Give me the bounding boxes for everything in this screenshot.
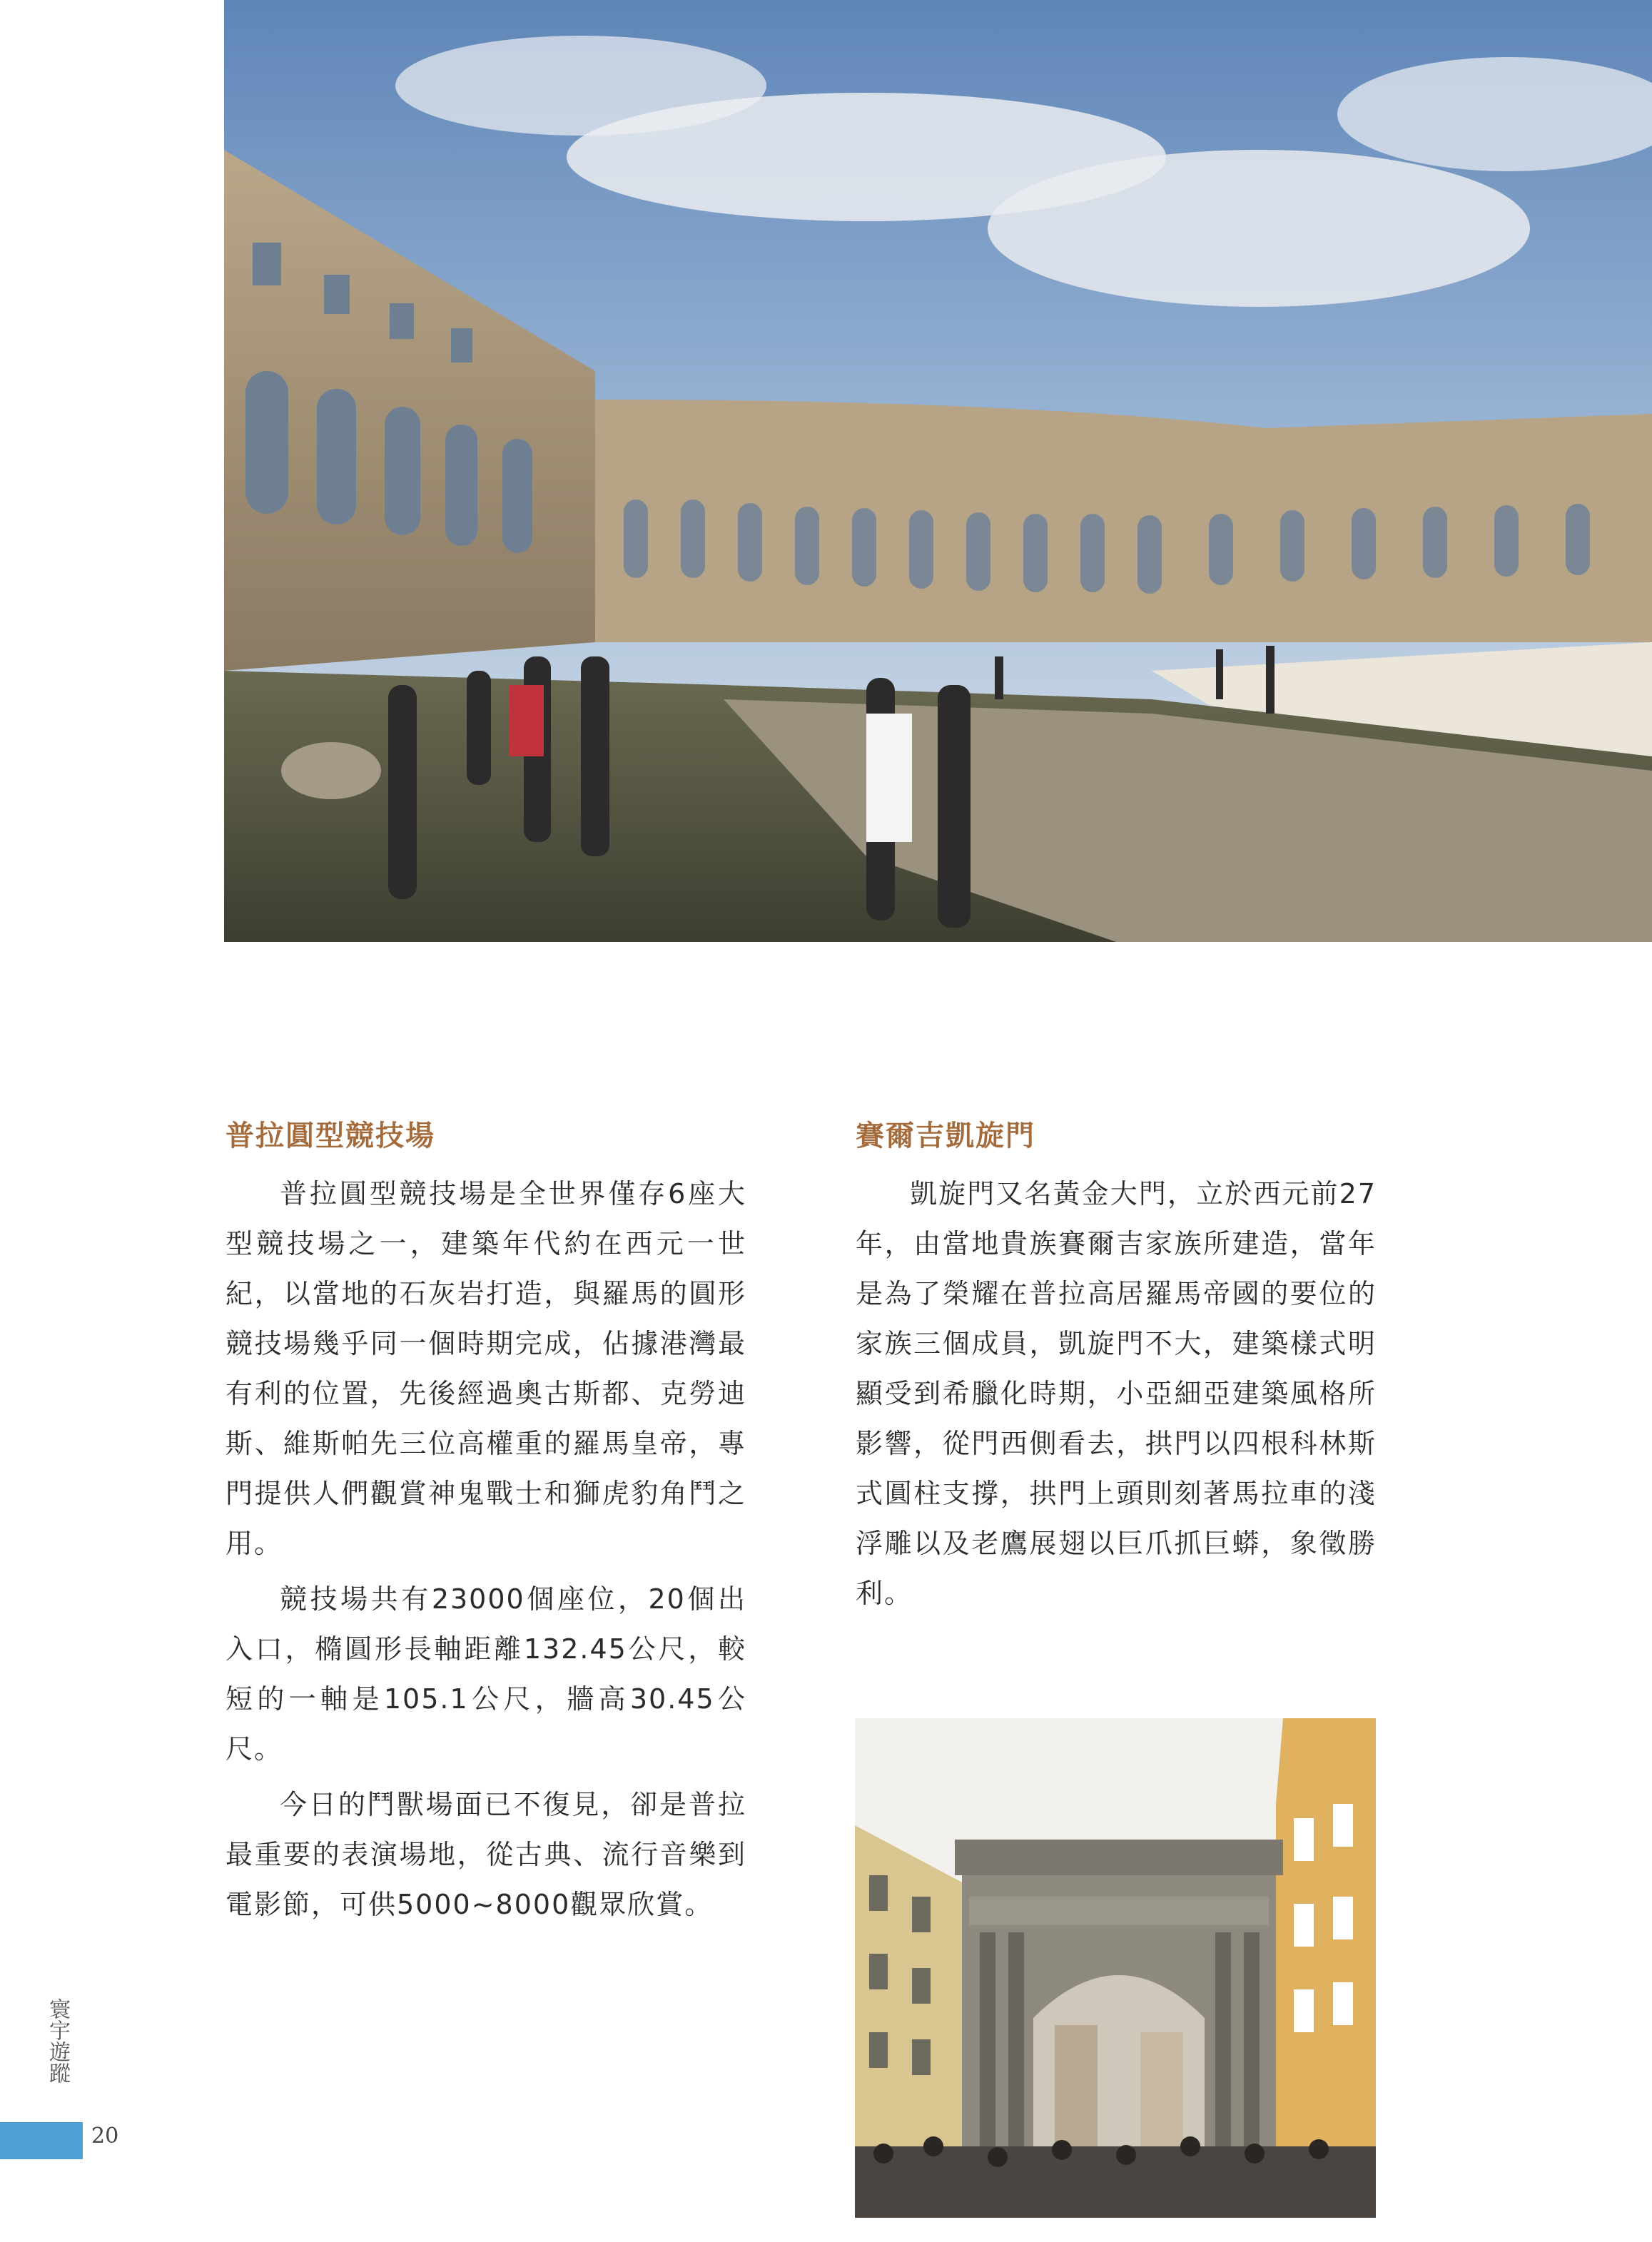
arena-title: 普拉圓型競技場 [225,1119,435,1152]
arch-paragraph: 凱旋門又名黃金大門，立於西元前27年，由當地貴族賽爾吉家族所建造，當年是為了榮耀在普拉高居羅馬帝國的要位的家族三個成員，凱旋門不大，建築樣式明顯受到希臘化時期，小亞細亞建築風格所影響，從門西側看去，拱門以四根科林斯式圓柱支撐，拱門上頭則刻著馬拉車的淺浮雕以及老鷹展翅以巨爪抓巨蟒，象徵勝利。 [856,1178,1377,1609]
arena-paragraph: 競技場共有23000個座位，20個出入口，橢圓形長軸距離132.45公尺，較短的一軸是105.1公尺，牆高30.45公尺。 [225,1583,746,1765]
page-number: 20 [91,2124,119,2149]
arena-photo [224,0,1652,942]
magazine-section-label: 寰宇遊蹤 [45,1998,70,2084]
arch-article [856,1113,1377,1624]
page-color-bar [0,2122,83,2159]
arch-photo [855,1718,1376,2218]
arena-article [225,1113,746,1935]
arch-title: 賽爾吉凱旋門 [856,1119,1035,1152]
arena-paragraph: 普拉圓型競技場是全世界僅存6座大型競技場之一，建築年代約在西元一世紀，以當地的石灰岩打造，與羅馬的圓形競技場幾乎同一個時期完成，佔據港灣最有利的位置，先後經過奧古斯都、克勞迪斯、維斯帕先三位高權重的羅馬皇帝，專門提供人們觀賞神鬼戰士和獅虎豹角鬥之用。 [225,1178,746,1559]
arena-paragraph: 今日的鬥獸場面已不復見，卻是普拉最重要的表演場地，從古典、流行音樂到電影節，可供5000~8000觀眾欣賞。 [225,1789,746,1920]
